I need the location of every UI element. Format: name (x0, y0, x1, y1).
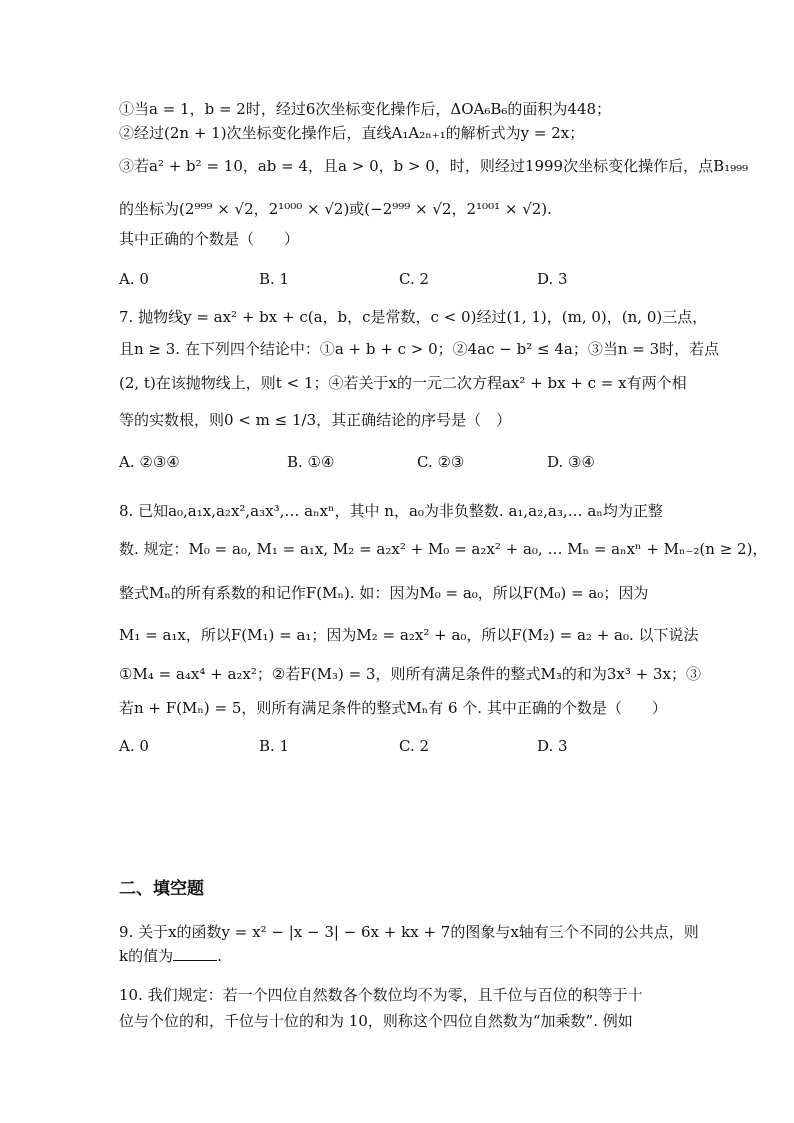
q8-choice-c: C. 2 (399, 737, 430, 755)
q10-line-2: 位与个位的和，千位与十位的和为 10，则称这个四位自然数为“加乘数”. 例如 (119, 1012, 633, 1030)
q9-line-2 (119, 945, 679, 967)
q7-line-3: (2, t)在该抛物线上，则t < 1；④若关于x的一元二次方程ax² + bx + c = x有两个相 (119, 374, 687, 392)
q6-choice-a: A. 0 (119, 270, 149, 288)
q6-choice-c: C. 2 (399, 270, 430, 288)
q7-choice-b: B. ①④ (287, 453, 335, 471)
q8-line-4: M₁ = a₁x，所以F(M₁) = a₁；因为M₂ = a₂x² + a₀，所以F(M₂) = a₂ + a₀. 以下说法 (119, 626, 699, 644)
q6-statement-3-cont: 的坐标为(2⁹⁹⁹ × √2，2¹⁰⁰⁰ × √2)或(−2⁹⁹⁹ × √2，2¹⁰⁰¹ × √2). (119, 200, 552, 218)
answer-blank[interactable] (173, 946, 217, 961)
q9-suffix: . (217, 947, 222, 965)
q9-prefix: k的值为 (119, 947, 174, 965)
q7-line-2: 且n ≥ 3. 在下列四个结论中：①a + b + c > 0；②4ac − b² ≤ 4a；③当n = 3时，若点 (119, 340, 720, 358)
q8-choice-d: D. 3 (537, 737, 568, 755)
q6-statement-3: ③若a² + b² = 10，ab = 4，且a > 0，b > 0，时，则经过1999次坐标变化操作后，点B₁₉₉₉ (119, 157, 749, 175)
q8-choice-b: B. 1 (259, 737, 290, 755)
q8-line-1: 8. 已知a₀,a₁x,a₂x²,a₃x³,… aₙxⁿ，其中 n，a₀为非负整数. a₁,a₂,a₃,… aₙ均为正整 (119, 502, 663, 520)
q7-choice-a: A. ②③④ (119, 453, 180, 471)
q8-line-6: 若n + F(Mₙ) = 5，则所有满足条件的整式Mₙ有 6 个. 其中正确的个数是（ ） (119, 699, 667, 717)
q7-choice-d: D. ③④ (547, 453, 595, 471)
q7-line-1: 7. 抛物线y = ax² + bx + c(a，b，c是常数，c < 0)经过(1, 1)，(m, 0)，(n, 0)三点， (119, 308, 708, 326)
q9-line-1: 9. 关于x的函数y = x² − |x − 3| − 6x + kx + 7的图象与x轴有三个不同的公共点，则 (119, 923, 699, 941)
q8-choices (119, 735, 679, 757)
q6-statement-2: ②经过(2n + 1)次坐标变化操作后，直线A₁A₂ₙ₊₁的解析式为y = 2x； (119, 124, 585, 142)
q6-choice-d: D. 3 (537, 270, 568, 288)
q6-choices (119, 268, 679, 290)
q6-choice-b: B. 1 (259, 270, 290, 288)
q7-line-4: 等的实数根，则0 < m ≤ 1/3，其正确结论的序号是（ ） (119, 411, 512, 429)
section-title: 二、填空题 (119, 879, 204, 899)
q6-question: 其中正确的个数是（ ） (119, 230, 300, 248)
q8-choice-a: A. 0 (119, 737, 149, 755)
q7-choices (119, 451, 679, 473)
q6-statement-1: ①当a = 1，b = 2时，经过6次坐标变化操作后，ΔOA₆B₆的面积为448； (119, 100, 612, 118)
q10-line-1: 10. 我们规定：若一个四位自然数各个数位均不为零，且千位与百位的积等于十 (119, 986, 643, 1004)
q8-line-5: ①M₄ = a₄x⁴ + a₂x²；②若F(M₃) = 3，则所有满足条件的整式M₃的和为3x³ + 3x；③ (119, 665, 701, 683)
q8-line-3: 整式Mₙ的所有系数的和记作F(Mₙ). 如：因为M₀ = a₀，所以F(M₀) = a₀；因为 (119, 584, 649, 602)
q7-choice-c: C. ②③ (417, 453, 465, 471)
q8-line-2: 数. 规定：M₀ = a₀, M₁ = a₁x, M₂ = a₂x² + M₀ = a₂x² + a₀, … Mₙ = aₙxⁿ + Mₙ₋₂(n ≥ 2)， (119, 540, 768, 558)
